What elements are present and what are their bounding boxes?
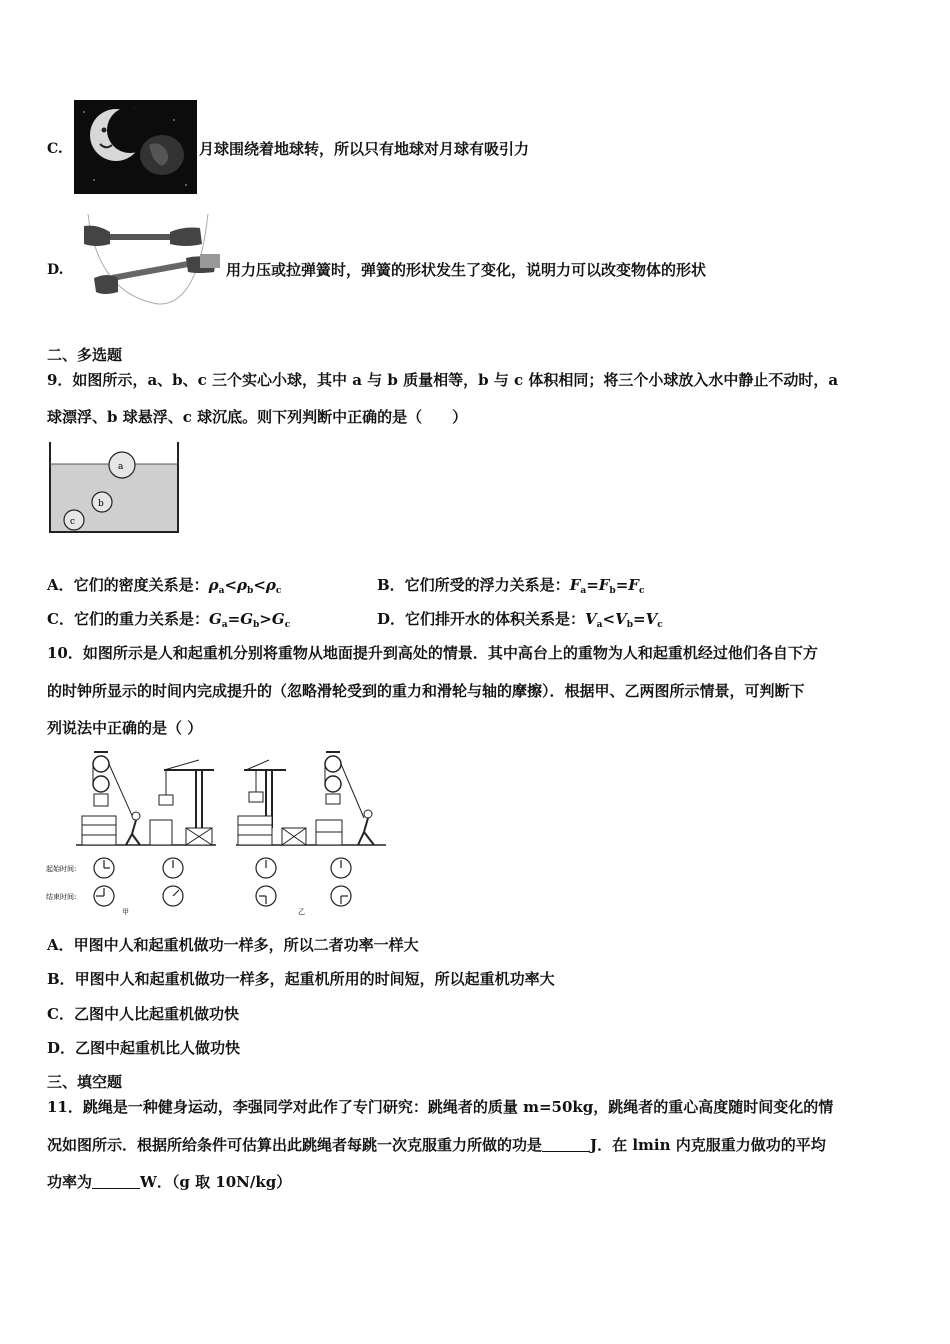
spring-hands-image: [78, 214, 223, 306]
option-c-label: C.: [47, 141, 63, 157]
q10-stem-line3: 列说法中正确的是（ ）: [47, 719, 203, 737]
ball-c-label: c: [70, 517, 76, 527]
q9-option-c[interactable]: C．它们的重力关系是：$G_a=G_b>G_c$: [47, 610, 291, 630]
option-c-text: 月球围绕着地球转，所以只有地球对月球有吸引力: [199, 140, 530, 158]
q9-option-a[interactable]: A．它们的密度关系是：$\rho_a<\rho_b<\rho_c$: [47, 576, 282, 596]
q10-stem-line2: 的时钟所显示的时间内完成提升的（忽略滑轮受到的重力和滑轮与轴的摩擦）．根据甲、乙两图所示情景，可判断下: [47, 682, 805, 700]
q9-option-b[interactable]: B．它们所受的浮力关系是：$F_a=F_b=F_c$: [377, 576, 645, 596]
ball-a-label: a: [118, 462, 124, 472]
option-d-text: 用力压或拉弹簧时，弹簧的形状发生了变化，说明力可以改变物体的形状: [226, 261, 707, 279]
q10-option-d[interactable]: D．乙图中起重机比人做功快: [47, 1039, 241, 1057]
q9-option-d[interactable]: D．它们排开水的体积关系是：$V_a<V_b=V_c$: [377, 610, 663, 630]
q10-option-b[interactable]: B．甲图中人和起重机做功一样多，起重机所用的时间短，所以起重机功率大: [47, 970, 555, 988]
q11-stem-line2: 况如图所示．根据所给条件可估算出此跳绳者每跳一次克服重力所做的功是 J．在 lmin 内克服重力做功的平均: [47, 1136, 826, 1154]
q11-stem-line1: 11．跳绳是一种健身运动，李强同学对此作了专门研究：跳绳者的质量 m=50kg，跳绳者的重心高度随时间变化的情: [47, 1098, 834, 1116]
option-d-label: D.: [47, 262, 64, 278]
q10-stem-line1: 10．如图所示是人和起重机分别将重物从地面提升到高处的情景．其中高台上的重物为人和起重机经过他们各自下方: [47, 644, 818, 662]
q10-option-a[interactable]: A．甲图中人和起重机做功一样多，所以二者功率一样大: [47, 936, 419, 954]
ball-b-label: b: [98, 499, 104, 509]
yi-pulley-man: [316, 752, 374, 845]
label-jia: 甲: [122, 908, 129, 916]
lifting-figure: [46, 750, 391, 920]
clocks: [94, 858, 351, 906]
moon-earth-image: [74, 100, 197, 194]
q10-option-c[interactable]: C．乙图中人比起重机做功快: [47, 1005, 239, 1023]
yi-crane: [238, 760, 306, 845]
q11-stem-line3: 功率为 W．（g 取 10N/kg）: [47, 1173, 292, 1191]
label-yi: 乙: [298, 908, 305, 916]
q9-stem-line1: 9．如图所示，a、b、c 三个实心小球，其中 a 与 b 质量相等，b 与 c 体积相同；将三个小球放入水中静止不动时，a: [47, 371, 839, 389]
q11-blank-1[interactable]: [542, 1137, 590, 1152]
end-time-label: 结束时间:: [46, 893, 77, 901]
section-title-multi-choice: 二、多选题: [47, 346, 123, 364]
section-title-fill-in: 三、填空题: [47, 1073, 123, 1091]
q11-blank-2[interactable]: [92, 1174, 140, 1189]
q9-stem-line2: 球漂浮、b 球悬浮、c 球沉底。则下列判断中正确的是（ ）: [47, 408, 468, 426]
start-time-label: 起始时间:: [46, 865, 77, 873]
beaker-figure: [47, 440, 182, 536]
